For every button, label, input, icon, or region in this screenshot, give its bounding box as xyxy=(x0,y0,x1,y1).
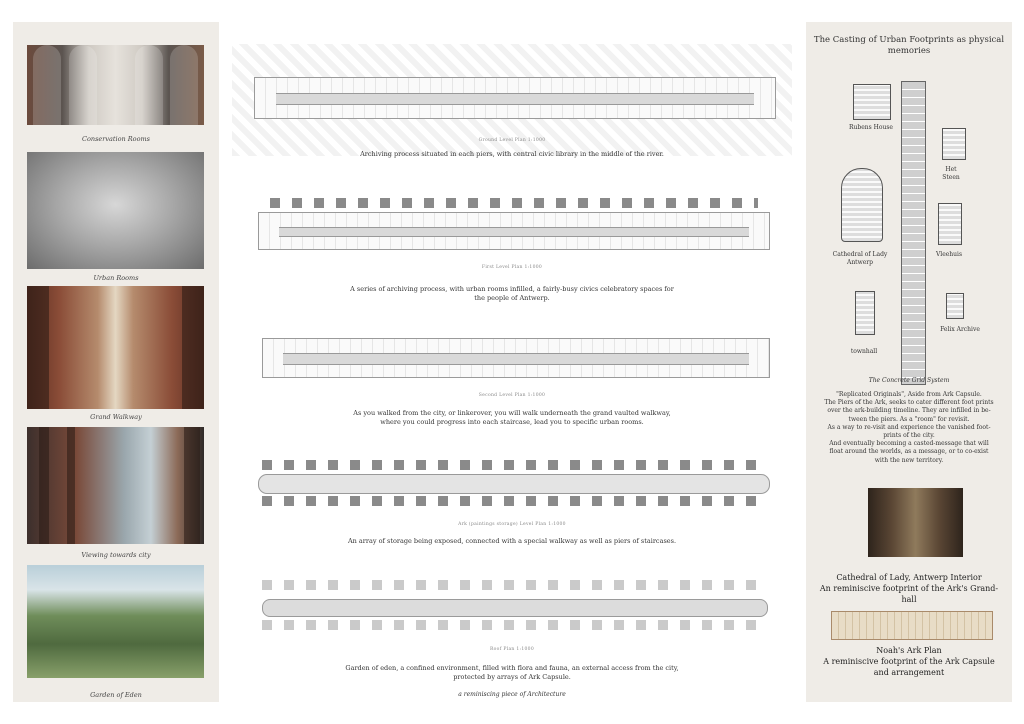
vleehuis-footprint xyxy=(938,203,962,245)
cathedral-title-line-1: Cathedral of Lady, Antwerp Interior xyxy=(836,573,982,582)
roof-desc-line-1: Garden of eden, a confined environment, filled with flora and fauna, an external access from the city, xyxy=(345,664,679,672)
para-line-5: As a way to re-visit and experience the vanished foot- xyxy=(827,423,991,431)
urban-rooms-image xyxy=(27,152,204,269)
het-steen-label xyxy=(926,166,976,182)
replicated-originals-paragraph xyxy=(816,391,1002,465)
het-steen-line-1: Het xyxy=(945,166,957,173)
footer-caption: a reminiscing piece of Architecture xyxy=(458,691,566,698)
roof-plan-walkway xyxy=(262,599,768,617)
cathedral-title-line-2: An reminiscive footprint of the Ark's Grand- xyxy=(819,584,999,593)
first-level-plan-description xyxy=(232,285,792,303)
right-panel xyxy=(806,22,1012,702)
ground-level-plan xyxy=(254,77,776,119)
caption-conservation-rooms: Conservation Rooms xyxy=(82,135,150,143)
right-title-line-1: The Casting of Urban Footprints as physical xyxy=(813,35,1005,45)
ark-level-piers-top xyxy=(262,460,762,470)
concrete-grid-caption: The Concrete Grid System xyxy=(868,377,950,384)
roof-piers-bottom xyxy=(262,620,762,630)
caption-urban-rooms: Urban Rooms xyxy=(93,274,139,282)
noahs-ark-plan-drawing xyxy=(831,611,993,640)
ark-level-piers-bottom xyxy=(262,496,762,506)
felix-archive-label: Felix Archive xyxy=(940,326,980,333)
para-line-6: prints of the city. xyxy=(883,432,935,440)
townhall-label: townhall xyxy=(850,348,878,355)
first-level-plan xyxy=(258,212,770,250)
ark-title-line-3: and arrangement xyxy=(873,668,945,677)
caption-viewing-towards-city: Viewing towards city xyxy=(81,551,151,559)
para-line-4: tween the piers. As a "room" for revisit. xyxy=(848,415,970,423)
para-line-1: "Replicated Originals", Aside from Ark Capsule. xyxy=(836,391,982,398)
para-line-8: float around the worlds, as a message, or to co-exist xyxy=(829,448,989,456)
ark-level-plan-label: Ark (paintings storage) Level Plan 1:1000 xyxy=(458,522,566,527)
caption-garden-of-eden: Garden of Eden xyxy=(90,691,142,699)
het-steen-line-2: Steen xyxy=(942,174,960,181)
garden-of-eden-image xyxy=(27,565,204,678)
cathedral-interior-painting xyxy=(868,488,963,557)
cathedral-line-2: Antwerp xyxy=(846,259,873,266)
cathedral-footprint xyxy=(841,168,883,242)
first-level-plan-label: First Level Plan 1:1000 xyxy=(481,265,543,270)
felix-archive-footprint xyxy=(946,293,964,319)
conservation-rooms-image xyxy=(27,45,204,125)
second-level-plan-label: Second Level Plan 1:1000 xyxy=(478,393,546,398)
first-level-desc-line-2: the people of Antwerp. xyxy=(474,294,550,302)
right-panel-title xyxy=(806,35,1012,57)
para-line-7: And eventually becoming a casted-message that will xyxy=(829,440,989,448)
right-title-line-2: memories xyxy=(887,46,931,56)
ground-level-plan-description: Archiving process situated in each piers, with central civic library in the middle of the river. xyxy=(360,150,664,158)
cathedral-interior-title xyxy=(806,572,1012,605)
rubens-house-label: Rubens House xyxy=(849,124,893,131)
roof-desc-line-2: protected by arrays of Ark Capsule. xyxy=(453,673,571,681)
cathedral-line-1: Cathedral of Lady xyxy=(832,251,888,258)
second-level-desc-line-2: where you could progress into each staircase, lead you to specific urban rooms. xyxy=(380,418,644,426)
para-line-9: with the new territory. xyxy=(874,456,944,464)
caption-grand-walkway: Grand Walkway xyxy=(90,413,142,421)
cathedral-label xyxy=(820,251,900,267)
para-line-3: over the ark-building timeline. They are infilled in be- xyxy=(827,407,991,415)
ground-level-plan-label: Ground Level Plan 1:1000 xyxy=(478,138,546,143)
grand-walkway-image xyxy=(27,286,204,409)
rubens-house-footprint xyxy=(853,84,891,120)
roof-plan-description xyxy=(232,664,792,682)
cathedral-title-line-3: hall xyxy=(901,595,917,604)
second-level-plan-description xyxy=(232,409,792,427)
second-level-desc-line-1: As you walked from the city, or linkerover, you will walk underneath the grand vaulted walkway, xyxy=(353,409,671,417)
townhall-footprint xyxy=(855,291,875,335)
noahs-ark-plan-title xyxy=(806,645,1012,678)
first-level-piers-top xyxy=(270,198,758,208)
ark-level-walkway xyxy=(258,474,770,494)
para-line-2: The Piers of the Ark, seeks to cater different foot prints xyxy=(824,399,994,407)
first-level-desc-line-1: A series of archiving process, with urban rooms infilled, a fairly-busy civics celebratory spaces for xyxy=(350,285,674,293)
roof-piers-top xyxy=(262,580,762,590)
ark-title-line-2: A reminiscive footprint of the Ark Capsule xyxy=(823,657,995,666)
second-level-plan xyxy=(262,338,770,378)
roof-plan-label: Roof Plan 1:1000 xyxy=(489,647,534,652)
ark-title-line-1: Noah's Ark Plan xyxy=(876,646,942,655)
viewing-towards-city-image xyxy=(27,427,204,544)
ark-level-plan-description: An array of storage being exposed, connected with a special walkway as well as piers of staircases. xyxy=(347,537,677,545)
het-steen-footprint xyxy=(942,128,966,160)
vleehuis-label: Vleehuis xyxy=(935,251,963,258)
left-panel xyxy=(13,22,219,702)
